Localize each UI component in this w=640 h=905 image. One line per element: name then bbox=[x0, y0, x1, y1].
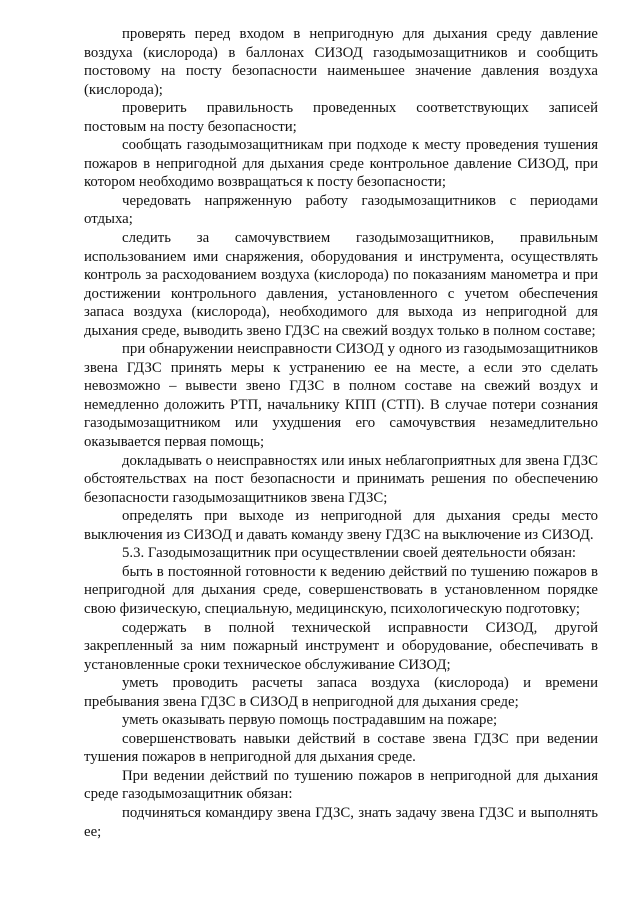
paragraph-6: при обнаружении неисправности СИЗОД у одного из газодымозащитников звена ГДЗС принять меры к устранению ее на месте, а если это сделать невозможно – вывести звено ГДЗС в полном составе на свежий воздух и немедленно доложить РТП, начальнику КПП (СТП). В случае потери сознания газодымозащитником или ухудшения его самочувствия незамедлительно оказывается первая помощь; bbox=[84, 341, 598, 451]
paragraph-4: чередовать напряженную работу газодымозащитников с периодами отдыха; bbox=[84, 192, 598, 228]
section-heading-5-3: 5.3. Газодымозащитник при осуществлении своей деятельности обязан: bbox=[122, 545, 576, 562]
paragraph-13: уметь оказывать первую помощь пострадавшим на пожаре; bbox=[122, 712, 498, 729]
paragraph-11: содержать в полной технической исправности СИЗОД, другой закрепленный за ним пожарный инструмент и оборудование, обеспечивать в установленные сроки техническое обслуживание СИЗОД; bbox=[84, 619, 598, 673]
document-body bbox=[84, 25, 598, 841]
paragraph-10: быть в постоянной готовности к ведению действий по тушению пожаров в непригодной для дыхания среде, совершенствовать в установленном порядке свою физическую, специальную, медицинскую, психологическую подготовку; bbox=[84, 563, 598, 617]
paragraph-2: проверить правильность проведенных соответствующих записей постовым на посту безопасности; bbox=[84, 100, 598, 135]
paragraph-12: уметь проводить расчеты запаса воздуха (кислорода) и времени пребывания звена ГДЗС в СИЗОД в непригодной для дыхания среде; bbox=[84, 675, 598, 710]
paragraph-15: При ведении действий по тушению пожаров в непригодной для дыхания среде газодымозащитник обязан: bbox=[84, 767, 598, 803]
paragraph-14: совершенствовать навыки действий в составе звена ГДЗС при ведении тушения пожаров в непригодной для дыхания среде. bbox=[84, 730, 598, 766]
paragraph-1: проверять перед входом в непригодную для дыхания среду давление воздуха (кислорода) в баллонах СИЗОД газодымозащитников и сообщить постовому на посту безопасности наименьшее значение давления воздуха (кислорода); bbox=[84, 26, 598, 98]
paragraph-8: определять при выходе из непригодной для дыхания среды место выключения из СИЗОД и давать команду звену ГДЗС на выключение из СИЗОД. bbox=[84, 508, 598, 543]
paragraph-3: сообщать газодымозащитникам при подходе к месту проведения тушения пожаров в непригодной для дыхания среде контрольное давление СИЗОД, при котором необходимо возвращаться к посту безопасности; bbox=[84, 137, 598, 191]
paragraph-5: следить за самочувствием газодымозащитников, правильным использованием ими снаряжения, оборудования и инструмента, осуществлять контроль за расходованием воздуха (кислорода) по показаниям манометра и при достижении контрольного давления, установленного с учетом обеспечения запаса воздуха (кислорода), необходимого для выхода из непригодной для дыхания среде, выводить звено ГДЗС на свежий воздух только в полном составе; bbox=[84, 230, 598, 339]
paragraph-16: подчиняться командиру звена ГДЗС, знать задачу звена ГДЗС и выполнять ее; bbox=[84, 804, 598, 840]
paragraph-7: докладывать о неисправностях или иных неблагоприятных для звена ГДЗС обстоятельствах на пост безопасности и принимать решения по обеспечению безопасности газодымозащитников звена ГДЗС; bbox=[84, 452, 598, 506]
